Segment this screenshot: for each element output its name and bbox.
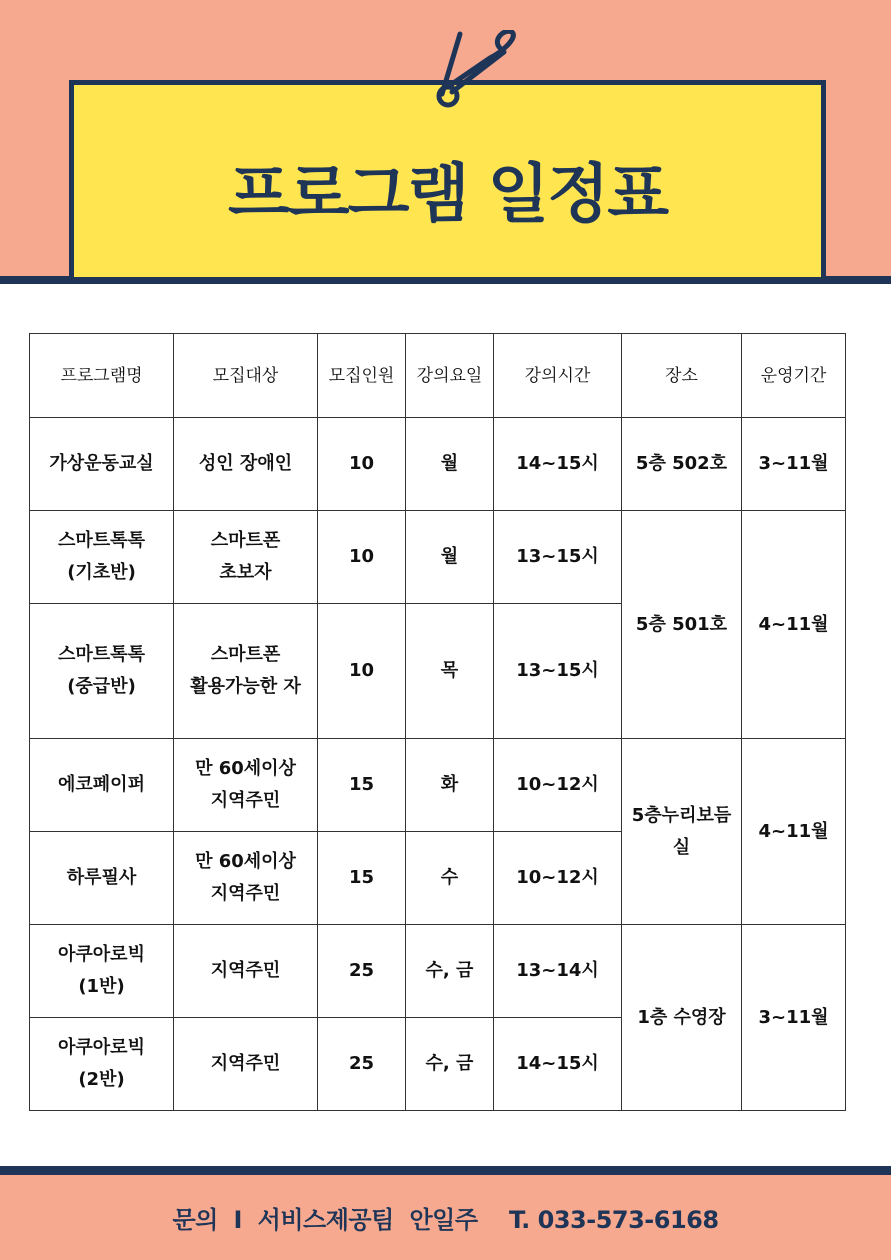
cell-target: 지역주민 — [174, 925, 318, 1018]
cell-count: 10 — [318, 511, 406, 604]
cell-time: 10~12시 — [494, 832, 622, 925]
cell-count: 25 — [318, 925, 406, 1018]
cell-day: 화 — [406, 739, 494, 832]
cell-target: 지역주민 — [174, 1018, 318, 1111]
header-count: 모집인원 — [318, 334, 406, 418]
page-title: 프로그램 일정표 — [227, 158, 668, 232]
cell-place: 5층 502호 — [622, 418, 742, 511]
header-day: 강의요일 — [406, 334, 494, 418]
cell-program-name: 에코페이퍼 — [30, 739, 174, 832]
header-time: 강의시간 — [494, 334, 622, 418]
cell-program-name: 하루필사 — [30, 832, 174, 925]
program-schedule-table — [29, 333, 846, 1111]
cell-time: 13~14시 — [494, 925, 622, 1018]
cell-time: 10~12시 — [494, 739, 622, 832]
header-target: 모집대상 — [174, 334, 318, 418]
cell-day: 수, 금 — [406, 1018, 494, 1111]
cell-program-name: 가상운동교실 — [30, 418, 174, 511]
table-row — [30, 739, 846, 832]
cell-day: 목 — [406, 604, 494, 739]
cell-count: 25 — [318, 1018, 406, 1111]
cell-program-name: 아쿠아로빅 (2반) — [30, 1018, 174, 1111]
cell-period: 3~11월 — [742, 925, 846, 1111]
table-row — [30, 418, 846, 511]
cell-time: 14~15시 — [494, 1018, 622, 1111]
cell-period: 4~11월 — [742, 511, 846, 739]
cell-day: 수, 금 — [406, 925, 494, 1018]
header-program-name: 프로그램명 — [30, 334, 174, 418]
cell-count: 15 — [318, 739, 406, 832]
cell-period: 3~11월 — [742, 418, 846, 511]
cell-time: 14~15시 — [494, 418, 622, 511]
table-row — [30, 925, 846, 1018]
cell-time: 13~15시 — [494, 604, 622, 739]
table-header-row — [30, 334, 846, 418]
cell-day: 월 — [406, 418, 494, 511]
cell-count: 10 — [318, 604, 406, 739]
cell-target: 성인 장애인 — [174, 418, 318, 511]
cell-target: 스마트폰 초보자 — [174, 511, 318, 604]
cell-count: 10 — [318, 418, 406, 511]
cell-target: 만 60세이상 지역주민 — [174, 739, 318, 832]
cell-time: 13~15시 — [494, 511, 622, 604]
cell-day: 수 — [406, 832, 494, 925]
cell-place: 5층누리보듬 실 — [622, 739, 742, 925]
table-row — [30, 511, 846, 604]
cell-program-name: 스마트톡톡 (중급반) — [30, 604, 174, 739]
cell-place: 1층 수영장 — [622, 925, 742, 1111]
safety-pin-icon — [432, 30, 532, 120]
cell-target: 스마트폰 활용가능한 자 — [174, 604, 318, 739]
cell-period: 4~11월 — [742, 739, 846, 925]
contact-info: 문의 I 서비스제공팀 안일주 T. 033-573-6168 — [172, 1206, 719, 1234]
footer-band — [0, 1175, 891, 1260]
cell-place: 5층 501호 — [622, 511, 742, 739]
cell-count: 15 — [318, 832, 406, 925]
cell-target: 만 60세이상 지역주민 — [174, 832, 318, 925]
header-period: 운영기간 — [742, 334, 846, 418]
header-place: 장소 — [622, 334, 742, 418]
bottom-divider — [0, 1166, 891, 1175]
cell-day: 월 — [406, 511, 494, 604]
cell-program-name: 아쿠아로빅 (1반) — [30, 925, 174, 1018]
cell-program-name: 스마트톡톡 (기초반) — [30, 511, 174, 604]
